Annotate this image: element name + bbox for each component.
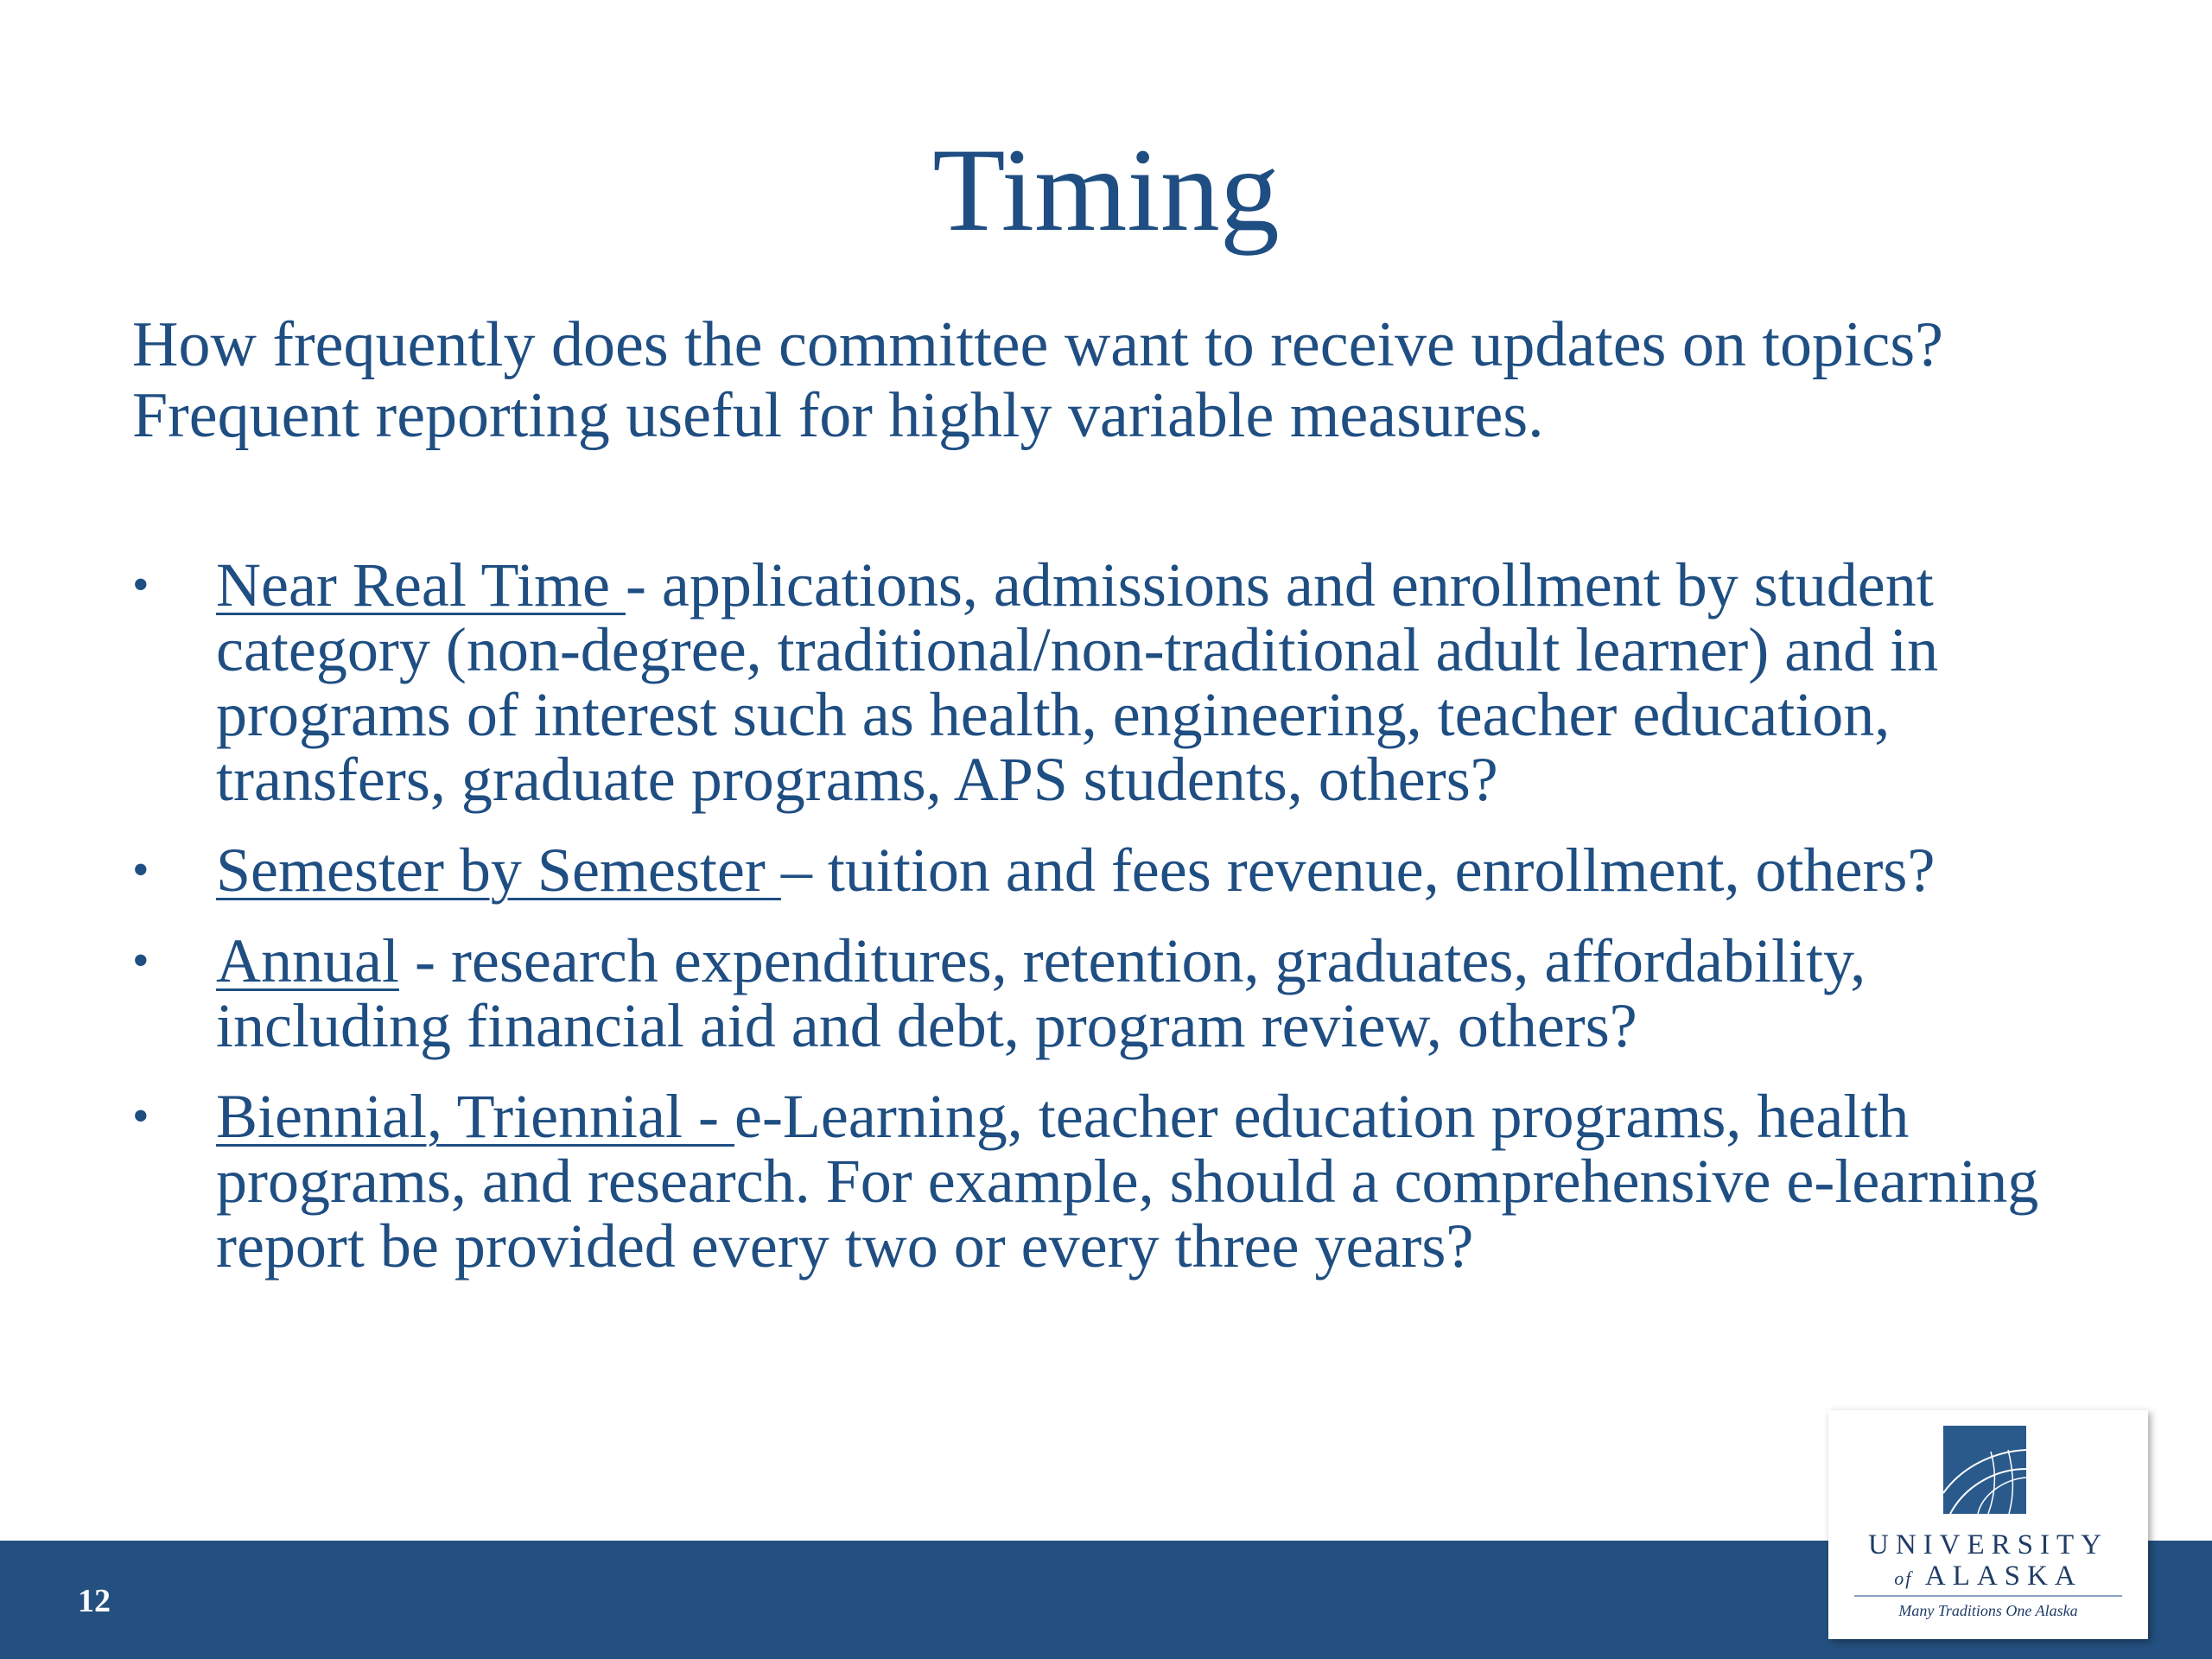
logo-of: of [1894, 1567, 1913, 1589]
bullet-term: Biennial, Triennial - [216, 1082, 734, 1151]
logo-line-university: UNIVERSITY [1868, 1529, 2108, 1560]
logo-alaska: ALASKA [1924, 1560, 2082, 1592]
bullet-icon: • [132, 934, 149, 988]
bullet-term: Annual [216, 926, 399, 995]
bullet-term: Semester by Semester [216, 836, 781, 905]
bullet-text: – tuition and fees revenue, enrollment, others? [780, 836, 1936, 905]
logo-line-alaska [1828, 1560, 2148, 1594]
list-item [132, 550, 2085, 814]
page-number: 12 [78, 1583, 111, 1619]
list-item [132, 926, 2085, 1060]
bullet-text: e-Learning, teacher education programs, health programs, and research. For example, should a comprehensive e-learning report be provided every two or every three years? [216, 1082, 2039, 1281]
university-of-alaska-logo-mark-icon [1943, 1426, 2026, 1514]
list-item [132, 1084, 2085, 1279]
bullet-text: - research expenditures, retention, graduates, affordability, including financial aid and debt, program review, others? [216, 926, 1866, 1060]
logo-divider [1854, 1595, 2122, 1597]
bullet-icon: • [132, 843, 149, 897]
bullet-icon: • [132, 558, 149, 612]
intro-paragraph: How frequently does the committee want to receive updates on topics? Frequent reporting useful for highly variable measures. [132, 309, 1943, 451]
bullet-text: - applications, admissions and enrollment by student category (non-degree, traditional/non-traditional adult learner) and in programs of interest such as health, engineering, teacher education, transfers, graduate programs, APS students, others? [216, 550, 1939, 814]
bullet-term: Near Real Time [216, 550, 626, 620]
slide-title: Timing [932, 124, 1280, 256]
list-item [132, 838, 2085, 903]
university-logo [1828, 1410, 2148, 1639]
bullet-icon: • [132, 1090, 149, 1143]
bullet-list [132, 550, 2085, 1305]
logo-tagline: Many Traditions One Alaska [1898, 1602, 2078, 1619]
